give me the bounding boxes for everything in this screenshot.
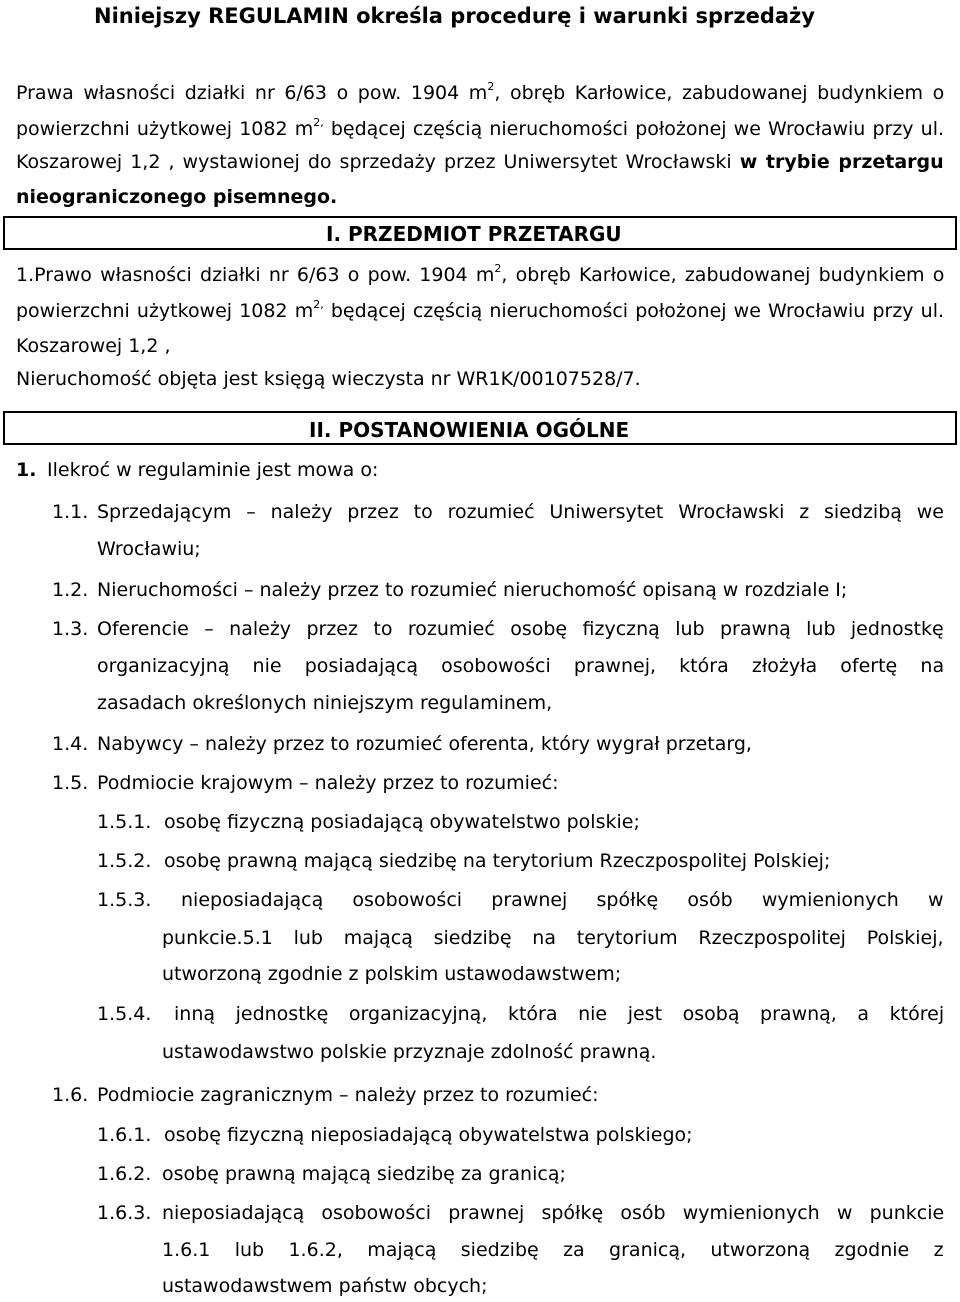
def-1-6-3-line-1-text: nieposiadającą osobowości prawnej spółkę osób wymienionych w punkcie — [162, 1202, 945, 1224]
section-1-line-2-text-b: będącej częścią nieruchomości położonej we Wrocławiu przy ul. — [323, 300, 945, 322]
def-1-5-3-line-2-text: punkcie.5.1 lub mającą siedzibę na terytorium Rzeczpospolitej Polskiej, — [162, 927, 944, 949]
def-1-3-number: 1.3. — [52, 618, 89, 640]
def-1-3-line-2 — [97, 654, 944, 678]
section-1-line-2-sup: 2, — [313, 297, 324, 311]
def-1-6-1-number: 1.6.1. — [97, 1124, 152, 1146]
section-1-line-4: Nieruchomość objęta jest księgą wieczysta nr WR1K/00107528/7. — [16, 368, 641, 390]
def-1-6-3-line-3: ustawodawstwem państw obcych; — [162, 1275, 488, 1297]
def-1-3-line-1 — [97, 617, 944, 641]
def-1-6-3-line-2 — [162, 1238, 944, 1262]
def-1-3-line-1-text: Oferencie – należy przez to rozumieć osobę fizyczną lub prawną lub jednostkę — [97, 618, 944, 640]
def-1-5-4-line-2: ustawodawstwo polskie przyznaje zdolność prawną. — [162, 1041, 657, 1063]
def-1-5-3-line-1-text: nieposiadającą osobowości prawnej spółkę osób wymienionych w — [181, 889, 944, 911]
def-1-3-line-3: zasadach określonych niniejszym regulaminem, — [97, 692, 553, 714]
section-1-line-1-sup: 2 — [494, 261, 502, 275]
def-1-1-line-2: Wrocławiu; — [97, 538, 201, 560]
intro-line-2-text: powierzchni użytkowej 1082 m — [16, 118, 314, 140]
def-1-5-2-line-1: osobę prawną mającą siedzibę na terytorium Rzeczpospolitej Polskiej; — [164, 850, 831, 872]
def-1-6-line-1: Podmiocie zagranicznym – należy przez to rozumieć: — [97, 1084, 599, 1106]
intro-line-3 — [16, 150, 944, 174]
item-1-number: 1. — [16, 459, 37, 481]
def-1-6-1-line-1: osobę fizyczną nieposiadającą obywatelstwa polskiego; — [164, 1124, 693, 1146]
def-1-5-3-number: 1.5.3. — [97, 889, 152, 911]
def-1-4-number: 1.4. — [52, 733, 89, 755]
def-1-5-number: 1.5. — [52, 772, 89, 794]
def-1-4-line-1: Nabywcy – należy przez to rozumieć oferenta, który wygrał przetarg, — [97, 733, 752, 755]
intro-line-2-text-b: będącej częścią nieruchomości położonej we Wrocławiu przy ul. — [323, 118, 945, 140]
section-2-heading: II. POSTANOWIENIA OGÓLNE — [309, 418, 630, 442]
def-1-5-4-line-1 — [174, 1002, 944, 1026]
def-1-6-2-line-1: osobę prawną mającą siedzibę za granicą; — [162, 1163, 566, 1185]
section-1-line-1-text: 1.Prawo własności działki nr 6/63 o pow. 1904 m — [16, 264, 495, 286]
section-1-line-2 — [16, 299, 944, 323]
def-1-6-3-line-1 — [162, 1201, 944, 1225]
section-1-heading: I. PRZEDMIOT PRZETARGU — [326, 222, 622, 246]
def-1-5-2-number: 1.5.2. — [97, 850, 152, 872]
section-1-line-2-text: powierzchni użytkowej 1082 m — [16, 300, 314, 322]
def-1-5-3-line-2 — [162, 926, 944, 950]
intro-line-4: nieograniczonego pisemnego. — [16, 186, 338, 208]
item-1-text: Ilekroć w regulaminie jest mowa o: — [47, 459, 379, 481]
def-1-5-line-1: Podmiocie krajowym – należy przez to rozumieć: — [97, 772, 559, 794]
def-1-1-line-1-text: Sprzedającym – należy przez to rozumieć Uniwersytet Wrocławski z siedzibą we — [97, 501, 944, 523]
document-title: Niniejszy REGULAMIN określa procedurę i warunki sprzedaży — [94, 4, 815, 28]
def-1-6-number: 1.6. — [52, 1084, 89, 1106]
def-1-6-3-line-2-text: 1.6.1 lub 1.6.2, mającą siedzibę za granicą, utworzoną zgodnie z — [162, 1239, 944, 1261]
def-1-5-4-line-1-text: inną jednostkę organizacyjną, która nie jest osobą prawną, a której — [174, 1003, 945, 1025]
intro-line-3-text: Koszarowej 1,2 , wystawionej do sprzedaży przez Uniwersytet Wrocławski — [16, 151, 740, 173]
def-1-5-1-line-1: osobę fizyczną posiadającą obywatelstwo polskie; — [164, 811, 640, 833]
def-1-5-4-number: 1.5.4. — [97, 1003, 152, 1025]
def-1-5-1-number: 1.5.1. — [97, 811, 152, 833]
section-1-line-1 — [16, 263, 944, 287]
intro-line-1-text-b: , obręb Karłowice, zabudowanej budynkiem o — [494, 82, 945, 104]
intro-line-2-sup: 2, — [313, 115, 324, 129]
def-1-1-number: 1.1. — [52, 501, 89, 523]
section-1-line-1-text-b: , obręb Karłowice, zabudowanej budynkiem o — [501, 264, 945, 286]
intro-line-1-sup: 2 — [487, 79, 495, 93]
intro-line-3-bold: w trybie przetargu — [739, 151, 944, 173]
def-1-6-3-number: 1.6.3. — [97, 1202, 152, 1224]
def-1-6-2-number: 1.6.2. — [97, 1163, 152, 1185]
intro-line-2 — [16, 117, 944, 141]
def-1-5-3-line-1 — [181, 888, 944, 912]
def-1-1-line-1 — [97, 500, 944, 524]
def-1-2-number: 1.2. — [52, 579, 89, 601]
intro-line-1-text: Prawa własności działki nr 6/63 o pow. 1904 m — [16, 82, 488, 104]
def-1-5-3-line-3: utworzoną zgodnie z polskim ustawodawstwem; — [162, 963, 622, 985]
def-1-2-line-1: Nieruchomości – należy przez to rozumieć nieruchomość opisaną w rozdziale I; — [97, 579, 848, 601]
intro-line-1 — [16, 81, 944, 105]
section-1-line-3: Koszarowej 1,2 , — [16, 335, 171, 357]
def-1-3-line-2-text: organizacyjną nie posiadającą osobowości prawnej, która złożyła ofertę na — [97, 655, 945, 677]
